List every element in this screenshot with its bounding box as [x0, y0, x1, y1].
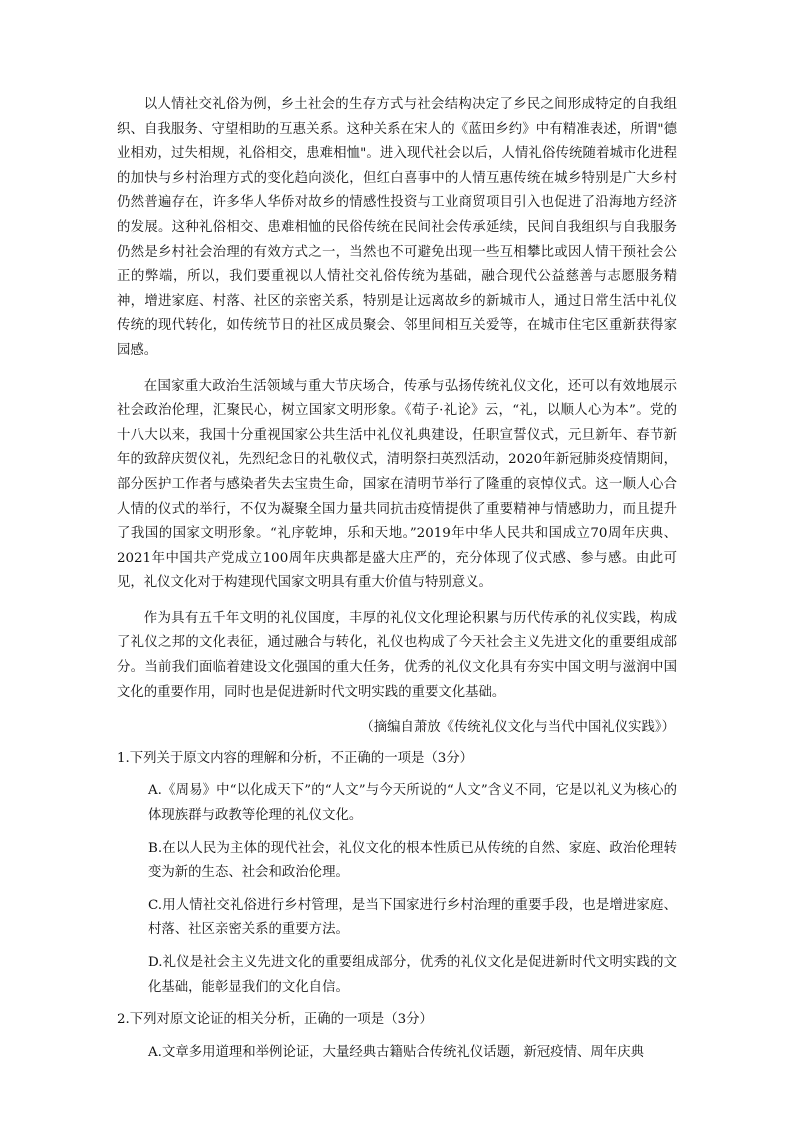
- option-letter: D.: [148, 955, 163, 970]
- option-text: 文章多用道理和举例论证，大量经典古籍贴合传统礼仪话题，新冠疫情、周年庆典: [161, 1044, 644, 1060]
- question-stem: 2.下列对原文论证的相关分析，正确的一项是（3分）: [117, 1012, 433, 1028]
- option-letter: A.: [148, 783, 162, 799]
- option-letter: B.: [148, 840, 163, 856]
- option-letter: C.: [148, 897, 163, 913]
- option-b: [117, 837, 677, 886]
- question-stem: 1.下列关于原文内容的理解和分析，不正确的一项是（3分）: [117, 750, 474, 766]
- article-paragraph-3: 作为具有五千年文明的礼仪国度，丰厚的礼仪文化理论积累与历代传承的礼仪实践，构成了礼仪之邦的文化表征，通过融合与转化，礼仪也构成了今天社会主义先进文化的重要组成部分。当前我们面临着建设文化强国的重大任务，优秀的礼仪文化具有夯实中国文明与滋润中国文化的重要作用，同时也是促进新时代文明实践的重要文化基础。: [117, 610, 677, 700]
- option-c: [117, 894, 677, 943]
- document-page: [117, 93, 677, 1073]
- article-paragraph-1: 以人情社交礼俗为例，乡土社会的生存方式与社会结构决定了乡民之间形成特定的自我组织、自我服务、守望相助的互惠关系。这种关系在宋人的《蓝田乡约》中有精准表述，所谓"德业相劝，过失相规，礼俗相交，患难相恤"。进入现代社会以后，人情礼俗传统随着城市化进程的加快与乡村治理方式的变化趋向淡化，但红白喜事中的人情互惠传统在城乡特别是广大乡村仍然普遍存在，许多华人华侨对故乡的情感性投资与工业商贸项目引入也促进了沿海地方经济的发展。这种礼俗相交、患难相恤的民俗传统在民间社会传承延续，民间自我组织与自我服务仍然是乡村社会治理的有效方式之一，当然也不可避免出现一些互相攀比或因人情干预社会公正的弊端，所以，我们要重视以人情社交礼俗传统为基础，融合现代公益慈善与志愿服务精神，增进家庭、村落、社区的亲密关系，特别是让远离故乡的新城市人，通过日常生活中礼仪传统的现代转化，如传统节日的社区成员聚会、邻里间相互关爱等，在城市住宅区重新获得家园感。: [117, 97, 677, 358]
- option-letter: A.: [148, 1044, 162, 1060]
- question-1: [117, 747, 677, 1000]
- article-paragraph-2: 在国家重大政治生活领域与重大节庆场合，传承与弘扬传统礼仪文化，还可以有效地展示社会政治伦理，汇聚民心，树立国家文明形象。《荀子·礼论》云，“礼，以顺人心为本”。党的十八大以来，我国十分重视国家公共生活中礼仪礼典建设，任职宣誓仪式，元旦新年、春节新年的致辞庆贺仪礼，先烈纪念日的礼敬仪式，清明祭扫英烈活动，2020年新冠肺炎疫情期间，部分医护工作者与感染者失去宝贵生命，国家在清明节举行了隆重的哀悼仪式。这一顺人心合人情的仪式的举行，不仅为凝聚全国力量共同抗击疫情提供了重要精神与情感助力，而且提升了我国的国家文明形象。“礼序乾坤，乐和天地。”2019年中华人民共和国成立70周年庆典、2021年中国共产党成立100周年庆典都是盛大庄严的，充分体现了仪式感、参与感。由此可见，礼仪文化对于构建现代国家文明具有重大价值与特别意义。: [117, 378, 677, 591]
- option-text: 用人情社交礼俗进行乡村管理，是当下国家进行乡村治理的重要手段，也是增进家庭、村落、社区亲密关系的重要方法。: [148, 897, 677, 938]
- option-text: 在以人民为主体的现代社会，礼仪文化的根本性质已从传统的自然、家庭、政治伦理转变为新的生态、社会和政治伦理。: [148, 840, 677, 881]
- question-2: [117, 1008, 677, 1065]
- option-d: [117, 951, 677, 1000]
- option-text: 《周易》中“以化成天下”的“人文”与今天所说的“人文”含义不同，它是以礼义为核心的体现族群与政教等伦理的礼仪文化。: [148, 783, 677, 824]
- option-a: [117, 779, 677, 828]
- article-source: （摘编自萧放《传统礼仪文化与当代中国礼仪实践》）: [360, 720, 675, 736]
- option-text: 礼仪是社会主义先进文化的重要组成部分，优秀的礼仪文化是促进新时代文明实践的文化基础，能彰显我们的文化自信。: [148, 955, 677, 995]
- option-a: [117, 1041, 677, 1066]
